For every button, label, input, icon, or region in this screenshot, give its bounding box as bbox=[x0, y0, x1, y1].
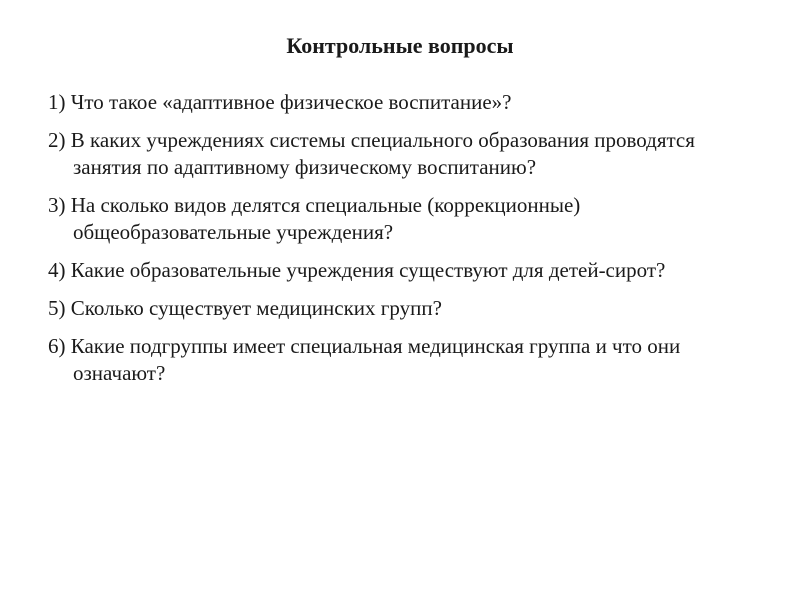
question-item-4: 4) Какие образовательные учреждения существуют для детей-сирот? bbox=[48, 258, 666, 282]
question-item-2: 2) В каких учреждениях системы специального образования проводятся занятия по адаптивному физическому воспитанию? bbox=[48, 128, 695, 179]
questions-list bbox=[48, 89, 768, 398]
question-item-6: 6) Какие подгруппы имеет специальная медицинская группа и что они означают? bbox=[48, 334, 681, 385]
question-item-1: 1) Что такое «адаптивное физическое воспитание»? bbox=[48, 90, 512, 114]
slide-title: Контрольные вопросы bbox=[286, 33, 514, 58]
question-item-3: 3) На сколько видов делятся специальные (коррекционные) общеобразовательные учреждения? bbox=[48, 193, 581, 244]
question-item-5: 5) Сколько существует медицинских групп? bbox=[48, 296, 442, 320]
